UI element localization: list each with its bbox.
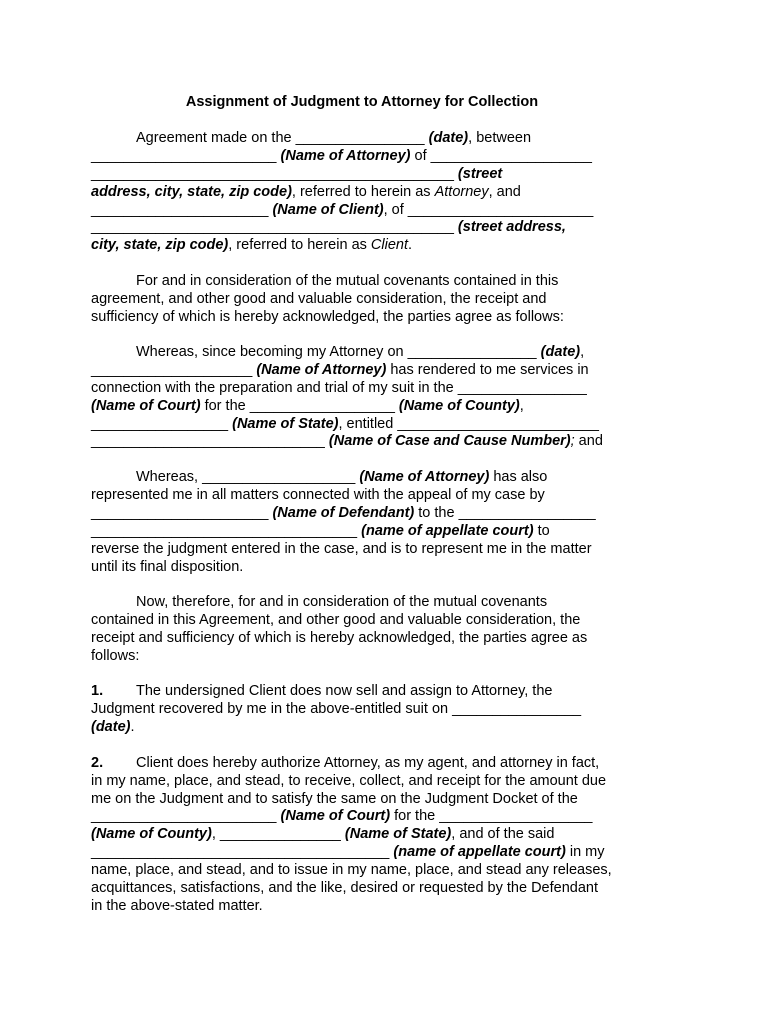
text-line: For and in consideration of the mutual covenants contained in this: [136, 273, 559, 289]
text-line: until its final disposition.: [91, 559, 244, 575]
text-line: ____________________ (Name of Attorney) has rendered to me services in: [91, 362, 589, 378]
text-line: _________________ (Name of State), entitled _________________________: [91, 416, 599, 432]
text-line: reverse the judgment entered in the case, and is to represent me in the matter: [91, 541, 592, 557]
text-line: _______________________ (Name of Attorney) of ____________________: [91, 148, 592, 164]
text-line: Whereas, ___________________ (Name of Attorney) has also: [136, 469, 548, 485]
text-line: sufficiency of which is hereby acknowledged, the parties agree as follows:: [91, 309, 564, 325]
text-line: _______________________ (Name of Court) for the ___________________: [91, 808, 593, 824]
text-line: agreement, and other good and valuable consideration, the receipt and: [91, 291, 547, 307]
numbered-item-1: 1. The undersigned Client does now sell and assign to Attorney, the: [91, 683, 553, 699]
text-line: (Name of Court) for the __________________ (Name of County),: [91, 398, 524, 414]
text-line: in the above-stated matter.: [91, 898, 263, 914]
text-line: acquittances, satisfactions, and the like, desired or requested by the Defendant: [91, 880, 599, 896]
text-line: ______________________ (Name of Defendant) to the _________________: [91, 505, 596, 521]
text-line: represented me in all matters connected with the appeal of my case by: [91, 487, 545, 503]
text-line: me on the Judgment and to satisfy the same on the Judgment Docket of the: [91, 791, 578, 807]
text-line: Agreement made on the ________________ (date), between: [136, 130, 532, 146]
text-line: connection with the preparation and trial of my suit in the ________________: [91, 380, 587, 396]
text-line: (Name of County), _______________ (Name of State), and of the said: [91, 826, 555, 842]
text-line: _____________________________________________ (street: [91, 166, 503, 182]
text-line: Now, therefore, for and in consideration of the mutual covenants: [136, 594, 548, 610]
numbered-item-2: 2. Client does hereby authorize Attorney, as my agent, and attorney in fact,: [91, 755, 600, 771]
text-line: name, place, and stead, and to issue in my name, place, and stead any releases,: [91, 862, 612, 878]
text-line: address, city, state, zip code), referred to herein as Attorney, and: [91, 184, 521, 200]
text-line: contained in this Agreement, and other good and valuable consideration, the: [91, 612, 581, 628]
text-line: city, state, zip code), referred to herein as Client.: [91, 237, 413, 253]
document-title: Assignment of Judgment to Attorney for Collection: [185, 94, 539, 110]
text-line: (date).: [91, 719, 135, 735]
text-line: receipt and sufficiency of which is hereby acknowledged, the parties agree as: [91, 630, 588, 646]
text-line: ______________________ (Name of Client), of _______________________: [91, 202, 594, 218]
text-line: follows:: [91, 648, 140, 664]
text-line: _____________________________ (Name of Case and Cause Number); and: [91, 433, 603, 449]
text-line: _____________________________________________ (street address,: [91, 219, 566, 235]
text-line: in my name, place, and stead, to receive, collect, and receipt for the amount due: [91, 773, 607, 789]
text-line: _____________________________________ (name of appellate court) in my: [91, 844, 605, 860]
text-line: Judgment recovered by me in the above-entitled suit on ________________: [91, 701, 582, 717]
text-line: Whereas, since becoming my Attorney on ________________ (date),: [136, 344, 585, 360]
text-line: _________________________________ (name of appellate court) to: [91, 523, 550, 539]
